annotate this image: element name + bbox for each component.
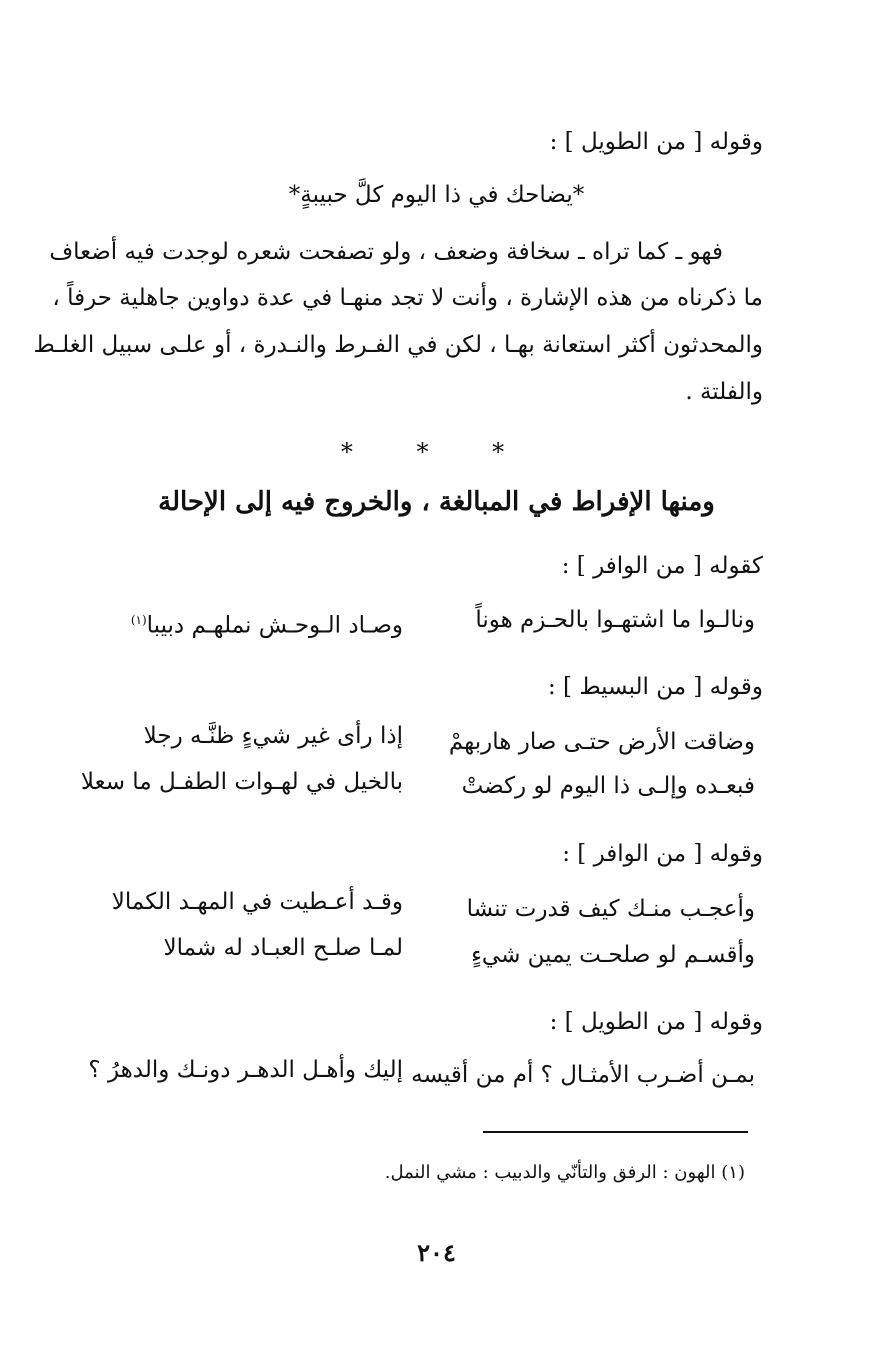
verse-4-first-hemistich: وأعجـب منـك كيف قدرت تنشا: [466, 896, 755, 922]
verse-intro-tawil-2: وقوله [ من الطويل ] :: [549, 1009, 763, 1035]
footnote-divider: [483, 1131, 748, 1133]
verse-3-second-hemistich: بالخيل في لهـوات الطفـل ما سعلا: [80, 769, 403, 795]
verse-1-second-hemistich: [58, 600, 403, 646]
verse-intro-wafir-2: وقوله [ من الوافر ] :: [562, 841, 763, 867]
verse-6-second-hemistich: إليك وأهـل الدهـر دونـك والدهرُ ؟: [88, 1057, 403, 1083]
verse-1-first-hemistich: ونالـوا ما اشتهـوا بالحـزم هوناً: [475, 607, 755, 633]
paragraph-line-1: فهو ـ كما تراه ـ سخافة وضعف ، ولو تصفحت شعره لوجدت فيه أضعاف: [49, 239, 723, 265]
paragraph-line-4: والفلتة .: [685, 379, 763, 405]
verse-2-second-hemistich: إذا رأى غير شيءٍ ظنَّـه رجلا: [143, 723, 403, 749]
verse-2-first-hemistich: وضاقت الأرض حتـى صار هاربهمْ: [448, 729, 755, 755]
single-hemistich: *يضاحك في ذا اليوم كلَّ حبيبةٍ*: [288, 182, 585, 208]
verse-3-first-hemistich: فبعـده وإلـى ذا اليوم لو ركضتْ: [461, 773, 755, 799]
section-separator: * * *: [340, 438, 533, 466]
footnote-text: (١) الهون : الرفق والتأنّي والدبيب : مشي النمل.: [384, 1162, 745, 1183]
section-heading: ومنها الإفراط في المبالغة ، والخروج فيه إلى الإحالة: [158, 487, 715, 517]
verse-4-second-hemistich: وقـد أعـطيت في المهـد الكمالا: [111, 889, 403, 915]
paragraph-line-3: والمحدثون أكثر استعانة بهـا ، لكن في الفـرط والنـدرة ، أو علـى سبيل الغلـط: [33, 332, 763, 358]
verse-5-first-hemistich: وأقسـم لو صلحـت يمين شيءٍ: [471, 942, 755, 968]
verse-6-first-hemistich: بمـن أضـرب الأمثـال ؟ أم من أقيسه: [411, 1062, 755, 1088]
footnote-marker: (١): [130, 613, 147, 627]
page-number: ٢٠٤: [417, 1238, 456, 1267]
verse-intro-wafir: كقوله [ من الوافر ] :: [561, 553, 763, 579]
verse-5-second-hemistich: لمـا صلـح العبـاد له شمالا: [163, 935, 403, 961]
paragraph-line-2: ما ذكرناه من هذه الإشارة ، وأنت لا تجد منهـا في عدة دواوين جاهلية حرفاً ،: [52, 285, 763, 311]
verse-1-second-text: وصـاد الـوحـش نملهـم دبيبا: [146, 612, 403, 639]
verse-intro-tawil: وقوله [ من الطويل ] :: [549, 129, 763, 155]
verse-intro-basit: وقوله [ من البسيط ] :: [547, 674, 763, 700]
